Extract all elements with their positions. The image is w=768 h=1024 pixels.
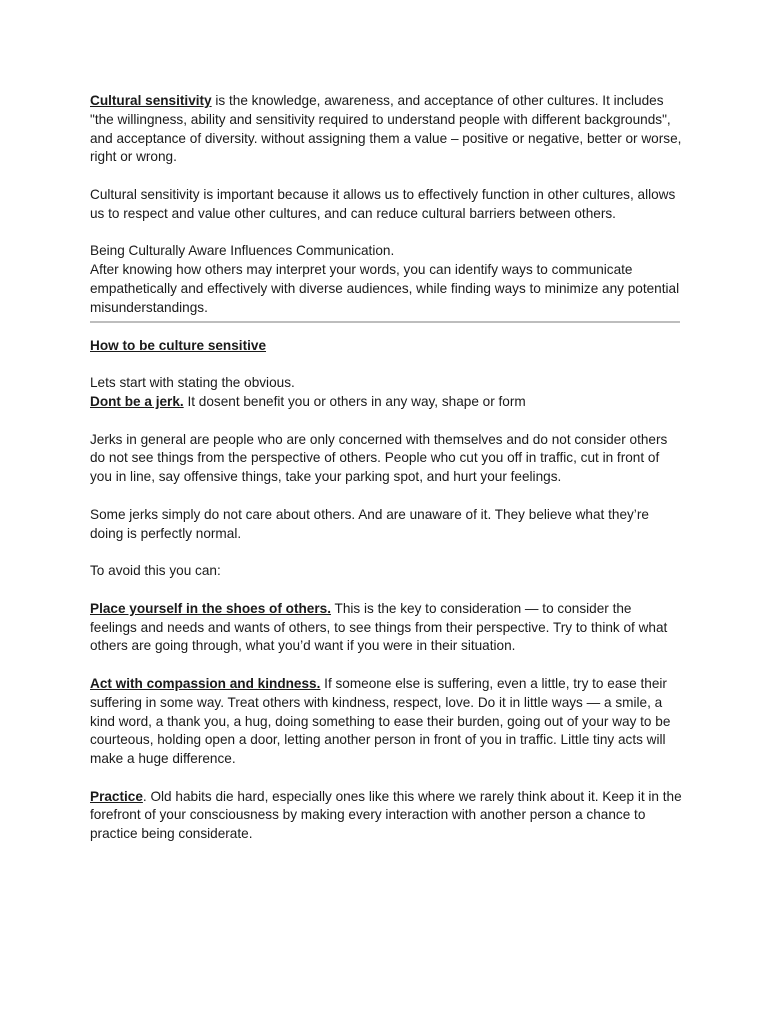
dont-be-a-jerk-paragraph [90,393,682,412]
tip-paragraph [90,788,682,844]
intro-definition: is the knowledge, awareness, and acceptance of other cultures. It includes "the willingness, ability and sensitivity required to understand people with different backgrounds", and acceptance of diversity. without assigning them a value – positive or negative, better or worse, right or wrong. [90,93,682,165]
tip-paragraph [90,675,682,769]
tip-title: Practice [90,788,143,804]
tip-paragraph [90,600,682,656]
communication-heading: Being Culturally Aware Influences Communication. [90,243,395,259]
avoid-line: To avoid this you can: [90,563,221,579]
jerks-unaware-paragraph: Some jerks simply do not care about others. And are unaware of it. They believe what they’re doing is perfectly normal. [90,506,649,541]
section-heading-text: How to be culture sensitive [90,337,267,353]
document-body [90,92,682,863]
tip-text: . Old habits die hard, especially ones like this where we rarely think about it. Keep it in the forefront of your consciousness by making every interaction with another person a chance to practice being considerate. [90,788,682,842]
obvious-line: Lets start with stating the obvious. [90,375,295,391]
intro-paragraph [90,92,682,167]
tip-title: Act with compassion and kindness. [90,675,321,691]
jerks-general-paragraph: Jerks in general are people who are only concerned with themselves and do not consider others do not see things from the perspective of others. People who cut you off in traffic, cut in front of you in line, say offensive things, take your parking spot, and hurt your feelings. [90,431,668,485]
tip-text: This is the key to consideration — to consider the feelings and needs and wants of others, to see things from their perspective. Try to think of what others are going through, what you’d want if you were in their situation. [90,600,668,654]
tip-title: Place yourself in the shoes of others. [90,600,331,616]
section-heading [90,337,682,356]
importance-paragraph: Cultural sensitivity is important because it allows us to effectively function in other cultures, allows us to respect and value other cultures, and can reduce cultural barriers between others. [90,186,676,221]
intro-term: Cultural sensitivity [90,93,212,108]
tip-text: If someone else is suffering, even a little, try to ease their suffering in some way. Treat others with kindness, respect, love. Do it in little ways — a smile, a kind word, a thank you, a hug, doing something to ease their burden, going out of your way to be courteous, holding open a door, letting another person in front of you in traffic. Little tiny acts will make a huge difference. [90,675,671,767]
dont-be-a-jerk-title: Dont be a jerk. [90,393,184,409]
communication-paragraph: After knowing how others may interpret your words, you can identify ways to communicate empathetically and effectively with diverse audiences, while finding ways to minimize any potential misunderstandings. [90,262,680,315]
horizontal-divider [90,321,680,323]
dont-be-a-jerk-text: It dosent benefit you or others in any way, shape or form [183,393,526,409]
